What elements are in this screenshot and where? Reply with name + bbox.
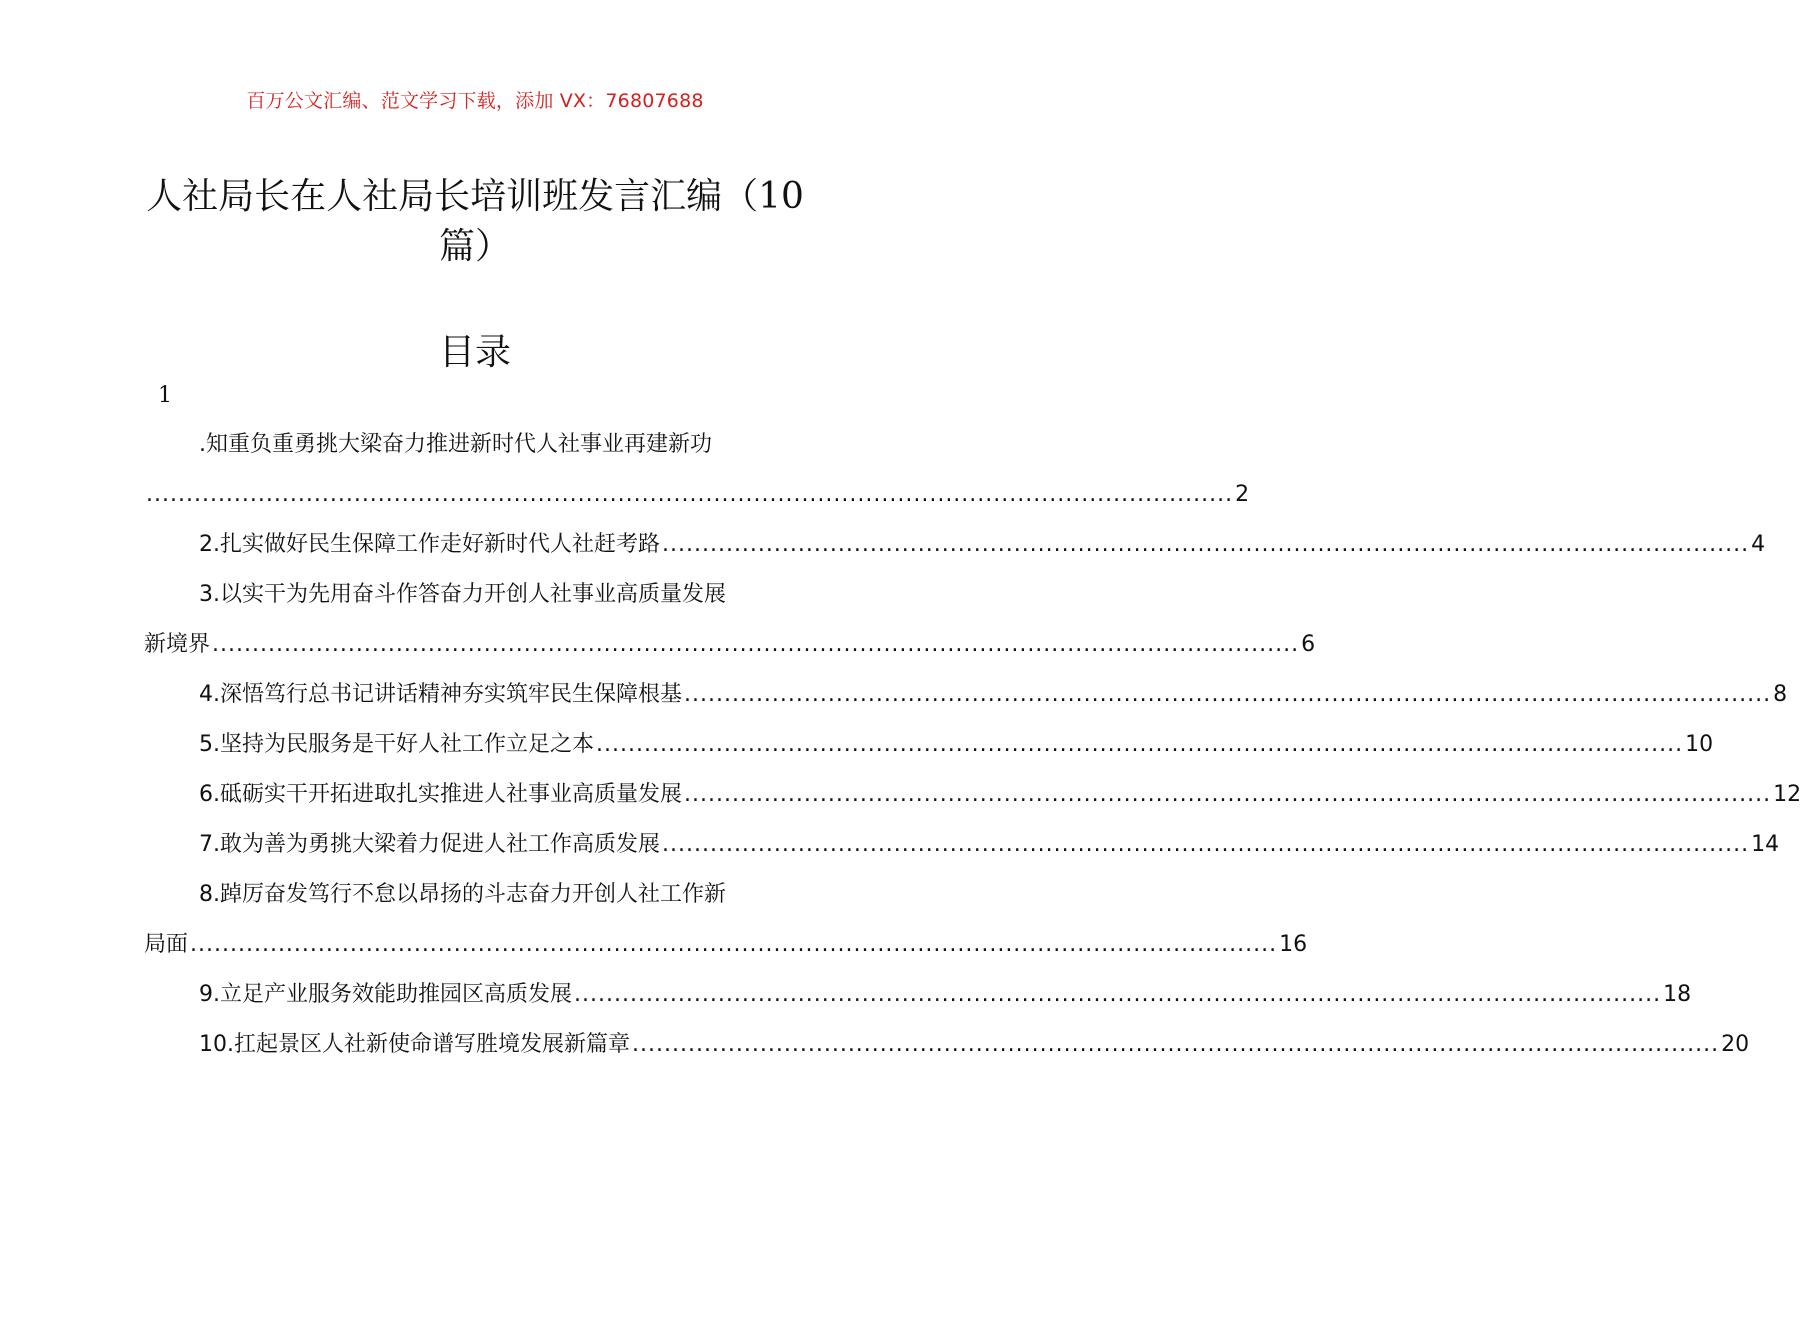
toc-heading: 目录	[438, 332, 511, 373]
page-marker-number: 1	[158, 383, 172, 408]
toc-entry-title: 5.坚持为民服务是干好人社工作立足之本	[199, 732, 594, 757]
toc-entry-2[interactable]	[144, 520, 1766, 570]
document-title	[120, 172, 830, 272]
toc-entry-6[interactable]	[144, 770, 1801, 820]
toc-leader-dots: ........................................................................................................................................	[662, 532, 1750, 557]
toc-entry-title: 7.敢为善为勇挑大梁着力促进人社工作高质发展	[199, 832, 660, 857]
toc-leader-dots: ........................................................................................................................................	[662, 832, 1750, 857]
title-number: 10	[758, 176, 804, 217]
toc-leader-dots: ........................................................................................................................................	[684, 782, 1772, 807]
toc-entry-title: .知重负重勇挑大梁奋力推进新时代人社事业再建新功	[199, 432, 712, 457]
toc-page-number: 12	[1773, 782, 1801, 807]
toc-entry-title-continued: 新境界	[144, 632, 211, 657]
toc-page-number: 8	[1773, 682, 1788, 707]
toc-entry-title: 8.踔厉奋发笃行不怠以昂扬的斗志奋力开创人社工作新	[199, 882, 726, 907]
toc-entry-8[interactable]	[144, 870, 1308, 970]
title-text-end: 篇）	[438, 226, 511, 267]
toc-entry-title: 6.砥砺实干开拓进取扎实推进人社事业高质量发展	[199, 782, 682, 807]
header-watermark-note: 百万公文汇编、范文学习下载，添加 VX：76807688	[246, 90, 704, 112]
toc-leader-dots: ........................................................................................................................................	[212, 632, 1300, 657]
toc-entry-7[interactable]	[144, 820, 1780, 870]
toc-page-number: 10	[1685, 732, 1714, 757]
toc-page-number: 16	[1279, 932, 1308, 957]
toc-entry-4[interactable]	[144, 670, 1788, 720]
toc-entry-10[interactable]	[144, 1020, 1750, 1070]
toc-entry-title: 3.以实干为先用奋斗作答奋力开创人社事业高质量发展	[199, 582, 726, 607]
toc-leader-dots: ........................................................................................................................................	[684, 682, 1772, 707]
toc-page-number: 4	[1751, 532, 1766, 557]
toc-page-number: 20	[1721, 1032, 1750, 1057]
toc-leader-dots: ........................................................................................................................................	[146, 482, 1234, 507]
toc-entry-3[interactable]	[144, 570, 1316, 670]
toc-entry-title: 4.深悟笃行总书记讲话精神夯实筑牢民生保障根基	[199, 682, 682, 707]
title-text: 人社局长在人社局长培训班发言汇编（	[146, 176, 759, 217]
toc-leader-dots: ........................................................................................................................................	[632, 1032, 1720, 1057]
toc-entry-title: 2.扎实做好民生保障工作走好新时代人社赶考路	[199, 532, 660, 557]
toc-entry-title-continued: 局面	[144, 932, 189, 957]
toc-page-number: 2	[1235, 482, 1250, 507]
table-of-contents	[144, 420, 1801, 1070]
toc-leader-dots: ........................................................................................................................................	[190, 932, 1278, 957]
toc-page-number: 6	[1301, 632, 1316, 657]
toc-entry-5[interactable]	[144, 720, 1714, 770]
toc-page-number: 18	[1663, 982, 1692, 1007]
toc-page-number: 14	[1751, 832, 1780, 857]
toc-entry-9[interactable]	[144, 970, 1692, 1020]
toc-entry-title: 9.立足产业服务效能助推园区高质发展	[199, 982, 572, 1007]
toc-leader-dots: ........................................................................................................................................	[574, 982, 1662, 1007]
toc-leader-dots: ........................................................................................................................................	[596, 732, 1684, 757]
toc-entry-title: 10.扛起景区人社新使命谱写胜境发展新篇章	[199, 1032, 630, 1057]
toc-entry-1[interactable]	[144, 420, 1250, 520]
